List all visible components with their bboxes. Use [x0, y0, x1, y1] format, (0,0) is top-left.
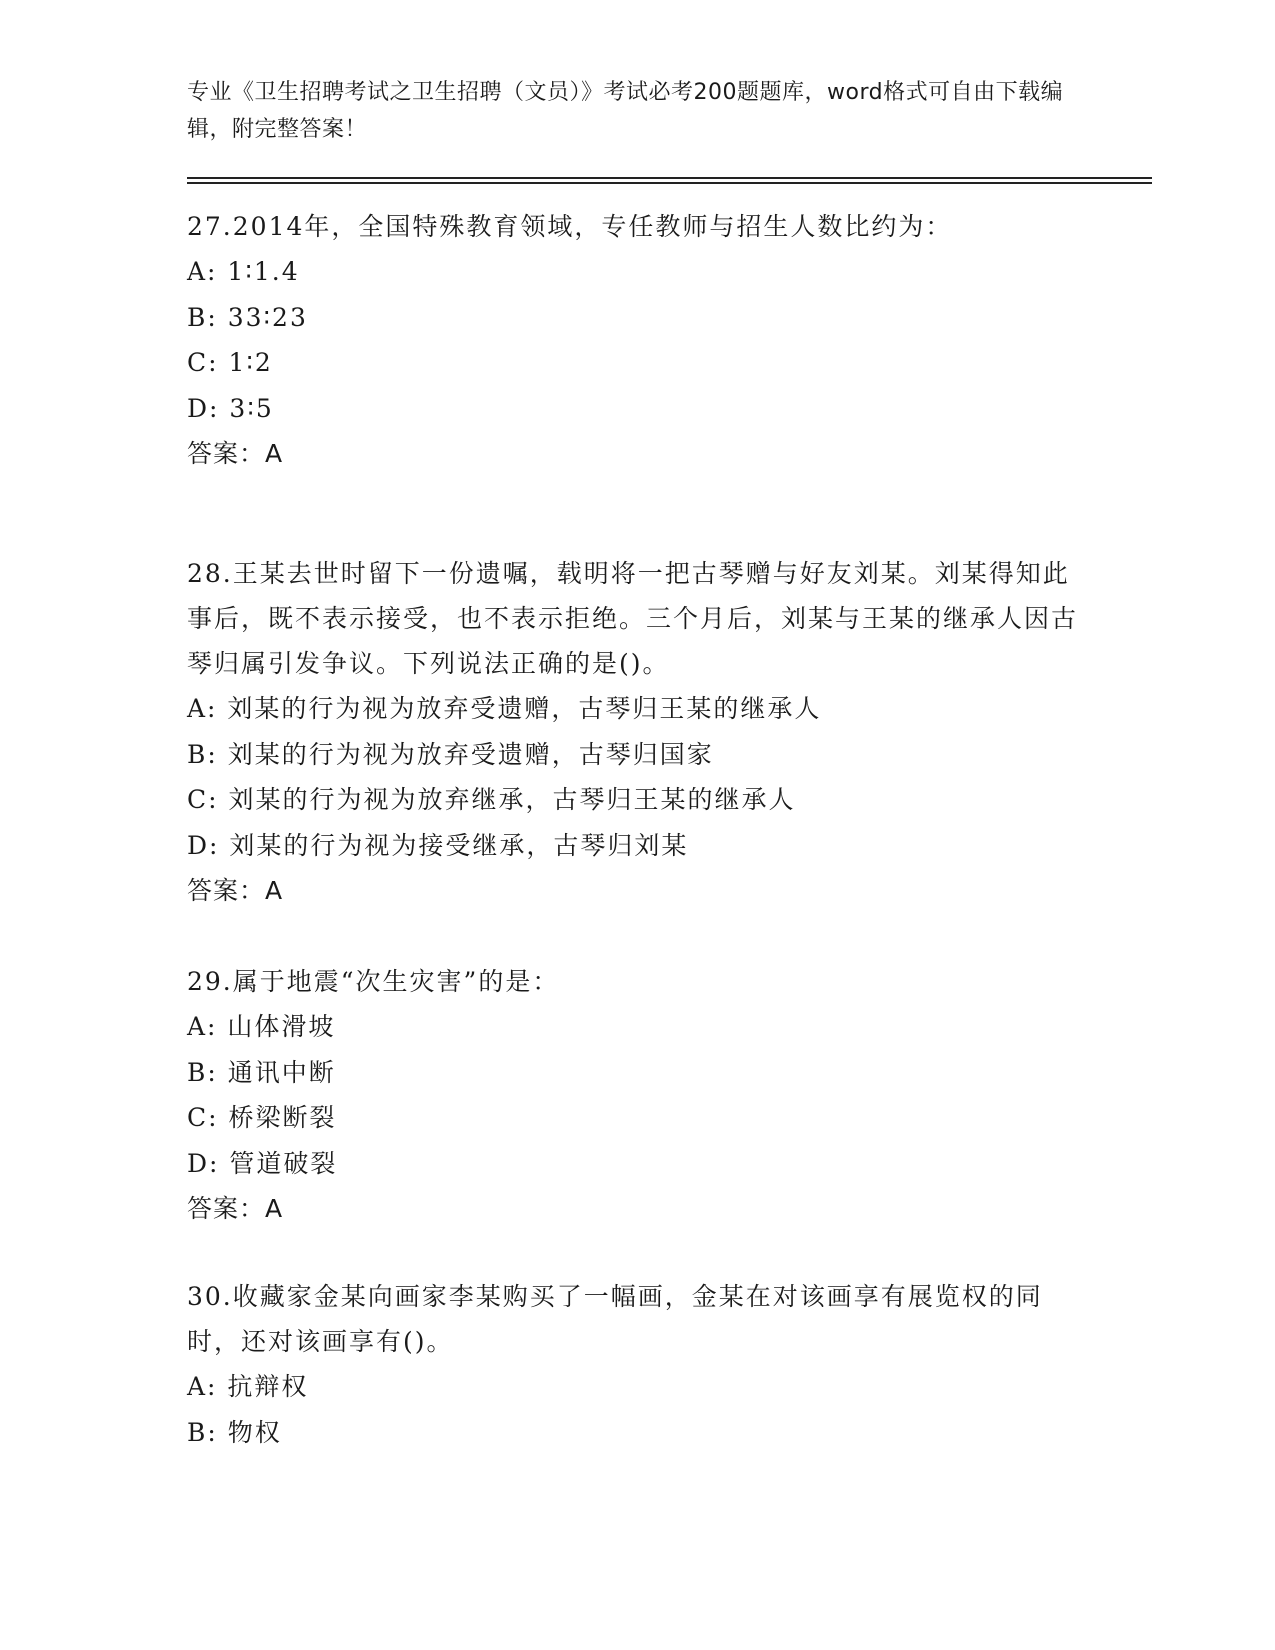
- question-stem: 29.属于地震“次生灾害”的是：: [187, 967, 560, 996]
- question-30: [187, 1274, 1087, 1455]
- option-d: D: 刘某的行为视为接受继承，古琴归刘某: [187, 830, 689, 860]
- option-c: C: 桥梁断裂: [187, 1103, 337, 1132]
- answer: 答案：A: [187, 439, 284, 468]
- option-b: B: 物权: [187, 1417, 282, 1447]
- option-a: A: 抗辩权: [187, 1372, 309, 1401]
- document-header: 专业《卫生招聘考试之卫生招聘（文员）》考试必考200题题库，word格式可自由下载编辑，附完整答案！: [187, 80, 1064, 142]
- option-b: B: 33∶23: [187, 302, 308, 332]
- question-stem: 27.2014年，全国特殊教育领域，专任教师与招生人数比约为：: [187, 212, 953, 241]
- option-d: D: 3∶5: [187, 393, 274, 423]
- question-stem: 30.收藏家金某向画家李某购买了一幅画，金某在对该画享有展览权的同时，还对该画享有()。: [187, 1282, 1043, 1356]
- option-c: C: 刘某的行为视为放弃继承，古琴归王某的继承人: [187, 785, 796, 814]
- question-27: [187, 204, 1087, 476]
- question-28: [187, 551, 1087, 913]
- option-d: D: 管道破裂: [187, 1148, 338, 1178]
- option-b: B: 通讯中断: [187, 1057, 336, 1087]
- answer: 答案：A: [187, 876, 284, 905]
- header-divider-bottom: [187, 182, 1152, 184]
- answer: 答案：A: [187, 1194, 284, 1223]
- option-a: A: 山体滑坡: [187, 1012, 336, 1041]
- option-a: A: 1∶1.4: [187, 257, 300, 286]
- question-29: [187, 959, 1087, 1231]
- header-divider-top: [187, 177, 1152, 179]
- option-c: C: 1∶2: [187, 348, 273, 377]
- question-stem: 28.王某去世时留下一份遗嘱，载明将一把古琴赠与好友刘某。刘某得知此事后，既不表示接受，也不表示拒绝。三个月后，刘某与王某的继承人因古琴归属引发争议。下列说法正确的是()。: [187, 559, 1079, 678]
- option-a: A: 刘某的行为视为放弃受遗赠，古琴归王某的继承人: [187, 694, 822, 723]
- option-b: B: 刘某的行为视为放弃受遗赠，古琴归国家: [187, 739, 714, 769]
